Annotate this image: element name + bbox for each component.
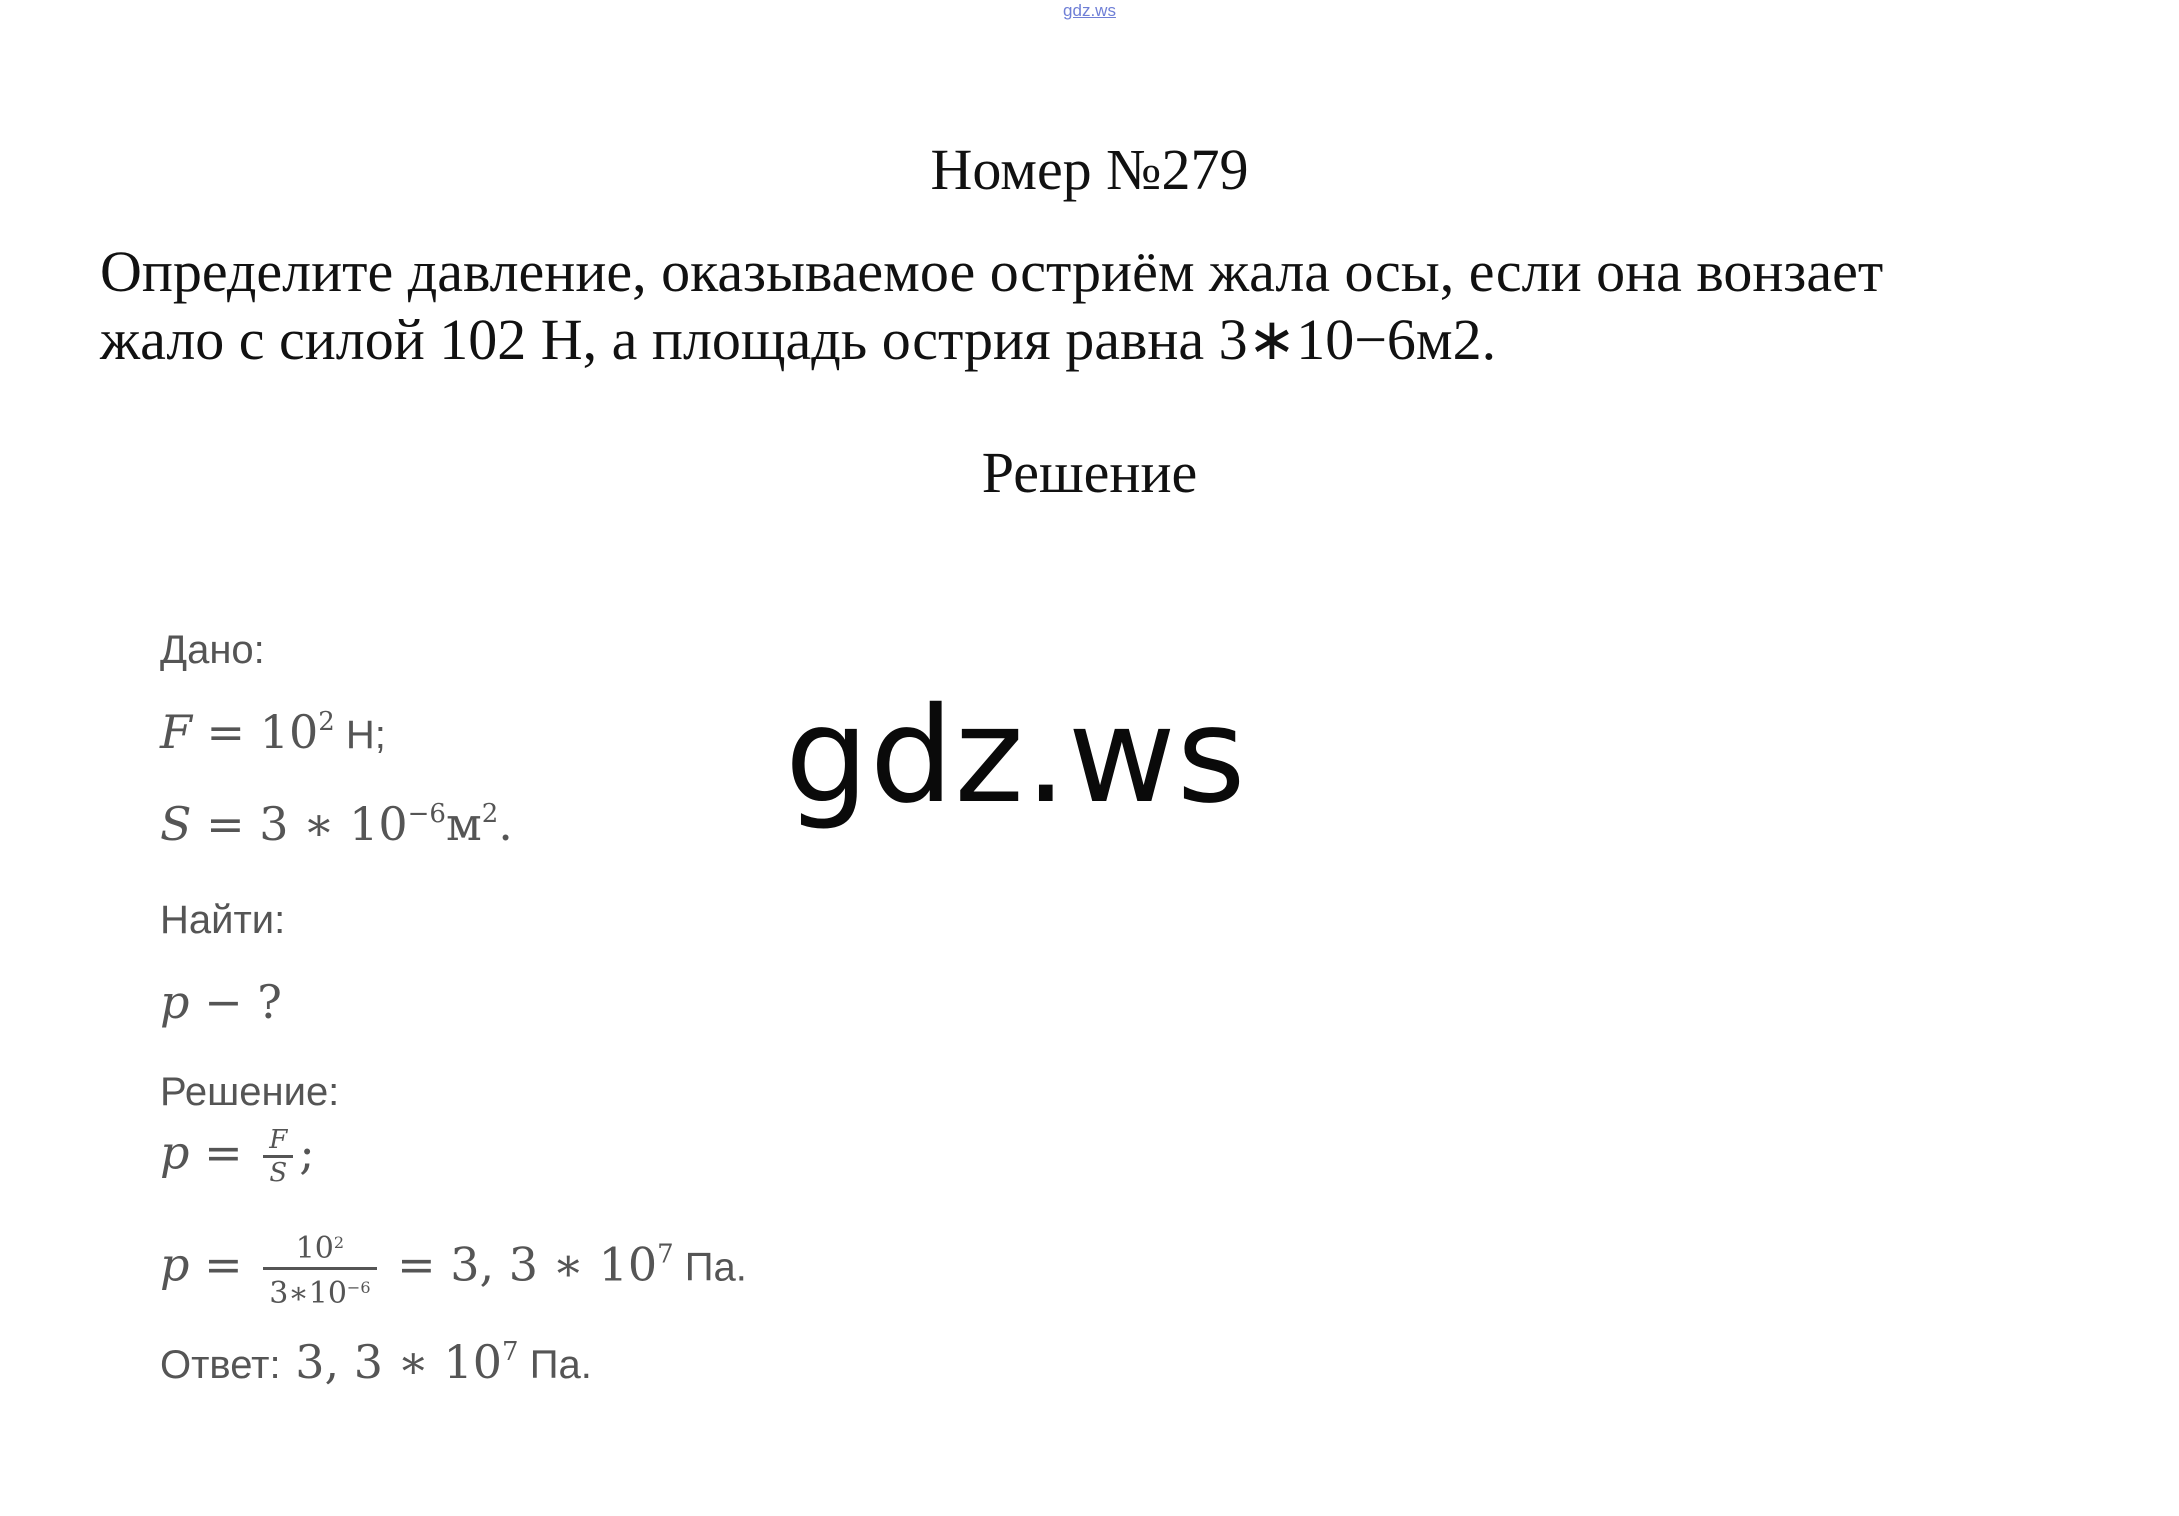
pressure-var: p [160,975,190,1029]
answer-exp: 7 [502,1337,519,1367]
force-exp: 2 [318,707,335,737]
find-pressure [160,975,282,1029]
area-var: S [160,797,192,851]
calc-den-exp: −6 [346,1278,371,1297]
find-rest: − ? [189,975,282,1029]
problem-statement [100,238,2100,374]
formula-numerator: F [263,1125,293,1158]
answer-base: 3, 3 ∗ 10 [280,1335,503,1389]
area-exp: −6 [407,799,446,829]
find-label: Найти: [160,898,286,942]
given-label: Дано: [160,628,265,672]
calc-unit: Па. [673,1245,747,1290]
formula-denominator: S [269,1158,288,1188]
area-end: . [498,797,513,851]
answer-unit: Па. [518,1343,592,1387]
solution-label: Решение: [160,1070,340,1114]
answer-line [160,1335,592,1389]
pressure-calculation [160,1225,747,1312]
calc-num-exp: 2 [333,1233,345,1252]
force-unit: Н; [334,713,386,757]
calc-result-exp: 7 [657,1239,674,1270]
answer-label: Ответ: [160,1343,281,1387]
given-area [160,797,513,851]
formula-var: p [160,1125,190,1180]
calc-den-base: 3∗10 [269,1276,347,1311]
calc-numerator [263,1225,376,1270]
calc-result-base: = 3, 3 ∗ 10 [382,1237,658,1292]
formula-eq: = [189,1125,258,1180]
calc-var: p [160,1237,190,1292]
calc-eq: = [189,1237,258,1292]
area-base: = 3 ∗ 10 [191,797,408,851]
force-base: = 10 [191,705,319,759]
calc-num-base: 10 [295,1231,334,1266]
problem-line-1: Определите давление, оказываемое остриём жала осы, если она вонзает [100,239,1884,304]
given-force [160,705,386,759]
solution-heading: Решение [981,440,1198,505]
formula-end: ; [299,1125,315,1180]
problem-line-2: жало с силой 102 Н, а площадь острия равна 3∗10−6м2. [100,307,1497,372]
watermark-logo: gdz.ws [785,679,1247,833]
page-title: Номер №279 [930,137,1249,202]
area-unit-exp: 2 [481,799,499,829]
formula-fraction [263,1125,293,1188]
calc-fraction [263,1225,376,1312]
pressure-formula [160,1125,315,1188]
answer-value [281,1335,519,1389]
source-link[interactable]: gdz.ws [1063,1,1116,20]
area-unit: м [445,797,482,851]
calc-denominator [263,1270,376,1312]
force-var: F [160,705,192,759]
